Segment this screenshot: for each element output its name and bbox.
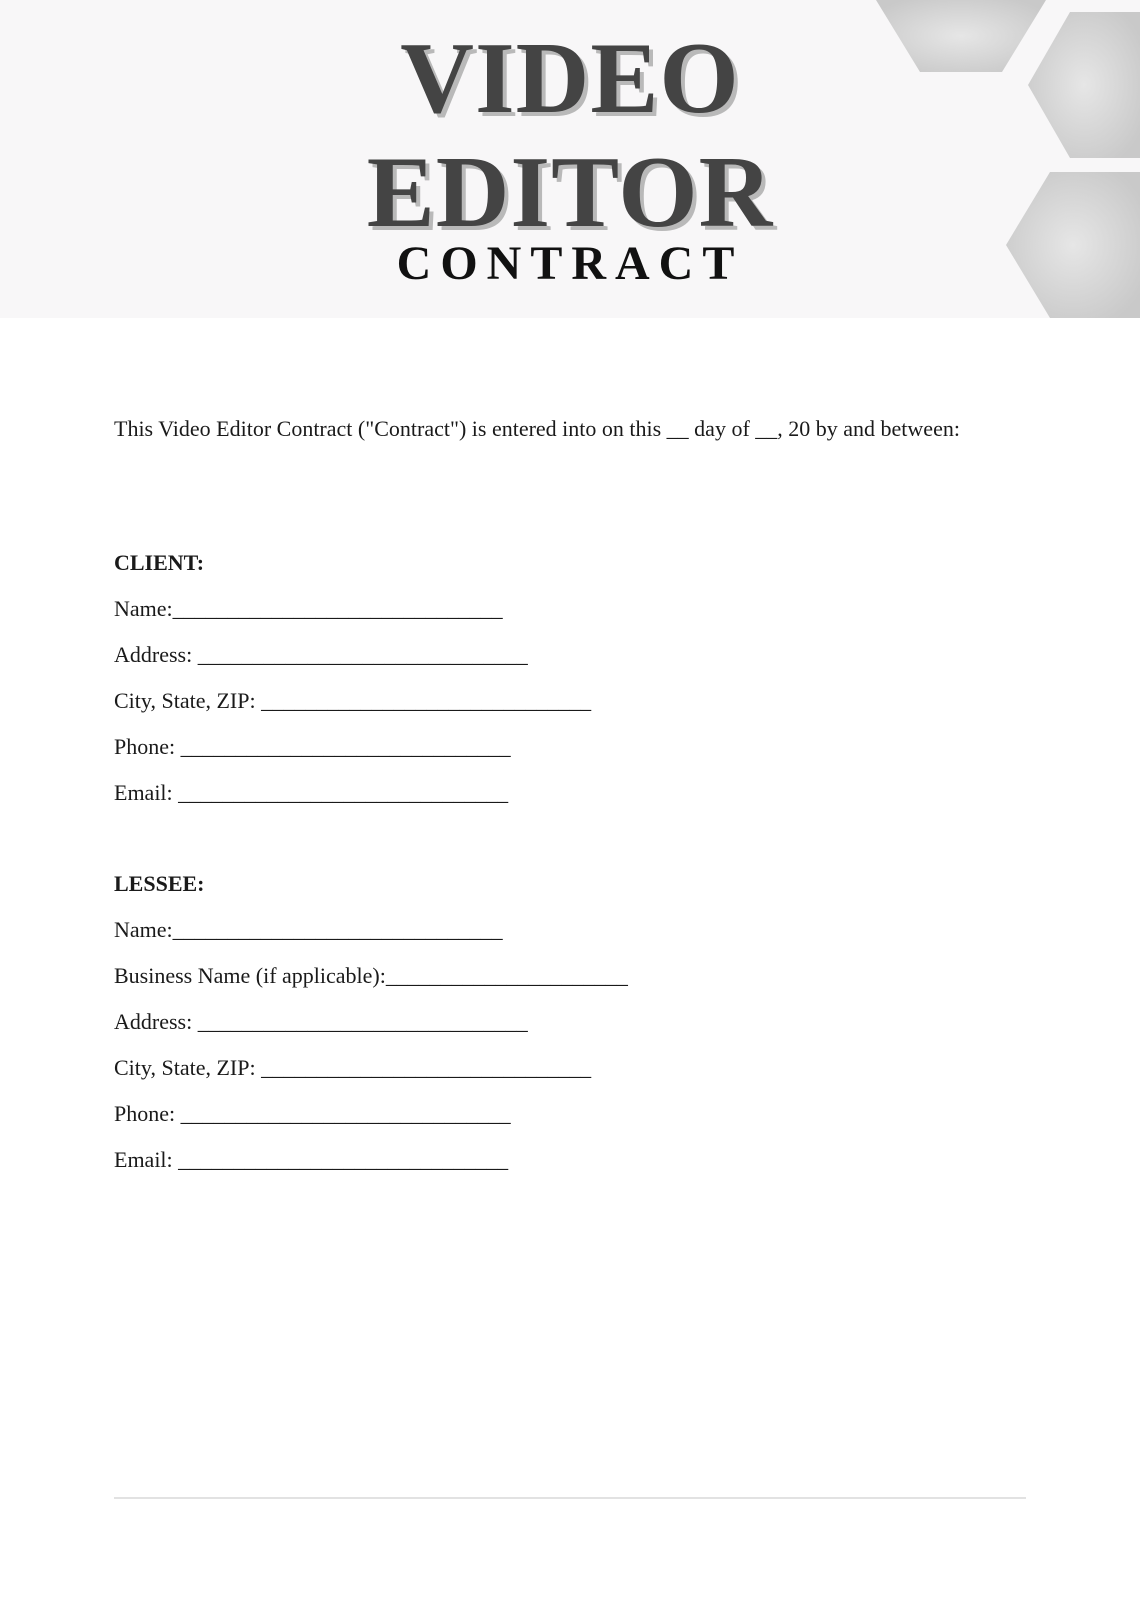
field-blank[interactable]: ______________________________ — [178, 780, 509, 805]
lessee-section — [114, 871, 1014, 1193]
field-label: Address: — [114, 1009, 198, 1034]
client-phone-field[interactable] — [114, 734, 1014, 780]
field-blank[interactable]: ______________________________ — [261, 688, 592, 713]
field-label: Email: — [114, 780, 179, 805]
field-blank[interactable]: ______________________________ — [180, 734, 511, 759]
field-blank[interactable]: ______________________ — [385, 963, 628, 988]
title-line-1: VIDEO — [400, 22, 740, 135]
field-label: City, State, ZIP: — [114, 688, 262, 713]
client-name-field[interactable] — [114, 596, 1014, 642]
lessee-phone-field[interactable] — [114, 1101, 1014, 1147]
field-label: Address: — [114, 642, 198, 667]
intro-paragraph: This Video Editor Contract ("Contract") is entered into on this __ day of __, 20 by and between: — [114, 416, 960, 441]
header-banner — [0, 0, 1140, 318]
lessee-city-state-zip-field[interactable] — [114, 1055, 1014, 1101]
client-email-field[interactable] — [114, 780, 1014, 826]
lessee-address-field[interactable] — [114, 1009, 1014, 1055]
lessee-name-field[interactable] — [114, 917, 1014, 963]
field-label: City, State, ZIP: — [114, 1055, 262, 1080]
lessee-business-name-field[interactable] — [114, 963, 1014, 1009]
client-city-state-zip-field[interactable] — [114, 688, 1014, 734]
lessee-email-field[interactable] — [114, 1147, 1014, 1193]
client-address-field[interactable] — [114, 642, 1014, 688]
field-blank[interactable]: ______________________________ — [180, 1101, 511, 1126]
subtitle: CONTRACT — [396, 237, 744, 290]
field-label: Name: — [114, 917, 173, 942]
field-label: Phone: — [114, 1101, 181, 1126]
footer-divider — [114, 1497, 1026, 1499]
field-label: Business Name (if applicable): — [114, 963, 386, 988]
field-blank[interactable]: ______________________________ — [197, 1009, 528, 1034]
field-blank[interactable]: ______________________________ — [261, 1055, 592, 1080]
field-blank[interactable]: ______________________________ — [197, 642, 528, 667]
field-blank[interactable]: ______________________________ — [178, 1147, 509, 1172]
client-heading: CLIENT: — [114, 550, 205, 575]
field-blank[interactable]: ______________________________ — [172, 917, 503, 942]
title-line-2: EDITOR — [366, 136, 774, 249]
field-label: Name: — [114, 596, 173, 621]
client-section — [114, 550, 1014, 826]
field-label: Phone: — [114, 734, 181, 759]
field-blank[interactable]: ______________________________ — [172, 596, 503, 621]
field-label: Email: — [114, 1147, 179, 1172]
lessee-heading: LESSEE: — [114, 871, 205, 896]
